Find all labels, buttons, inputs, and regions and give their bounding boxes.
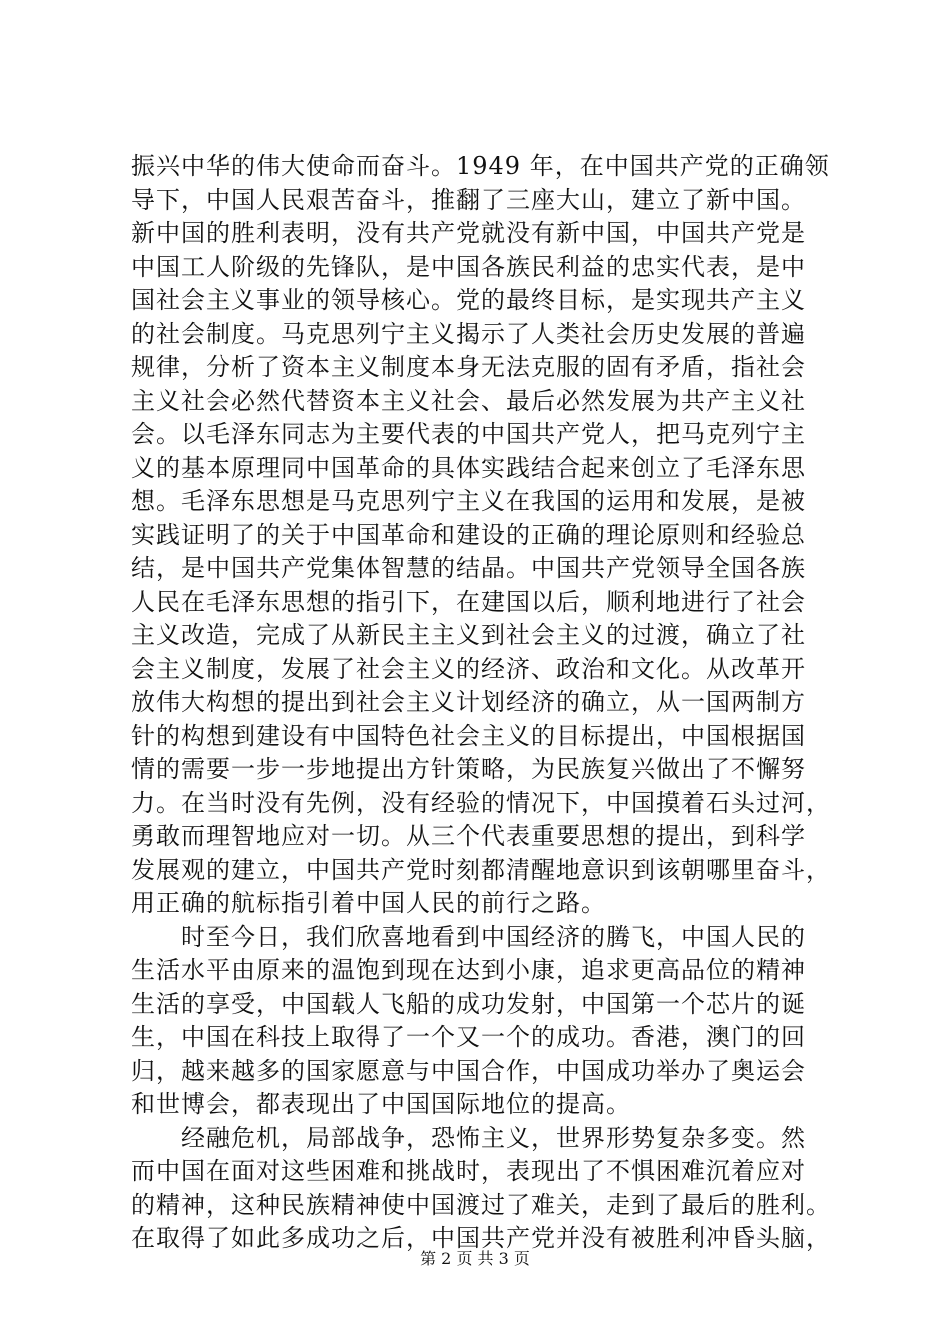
text-line: 在取得了如此多成功之后，中国共产党并没有被胜利冲昏头脑，: [131, 1224, 831, 1252]
text-line: 勇敢而理智地应对一切。从三个代表重要思想的提出，到科学: [131, 822, 806, 850]
text-line: 想。毛泽东思想是马克思列宁主义在我国的运用和发展，是被: [131, 487, 806, 515]
text-line: 情的需要一步一步地提出方针策略，为民族复兴做出了不懈努: [131, 755, 806, 783]
text-line: 归，越来越多的国家愿意与中国合作，中国成功举办了奥运会: [131, 1056, 806, 1085]
text-line: 振兴中华的伟大使命而奋斗。1949 年，在中国共产党的正确领: [131, 152, 830, 180]
text-line: 生，中国在科技上取得了一个又一个的成功。香港，澳门的回: [131, 1023, 806, 1051]
text-line: 新中国的胜利表明，没有共产党就没有新中国，中国共产党是: [131, 219, 806, 247]
text-line: 和世博会，都表现出了中国国际地位的提高。: [131, 1090, 631, 1118]
text-line: 的精神，这种民族精神使中国渡过了难关，走到了最后的胜利。: [131, 1190, 831, 1219]
text-line: 中国工人阶级的先锋队，是中国各族民利益的忠实代表，是中: [131, 252, 806, 281]
text-line: 主义社会必然代替资本主义社会、最后必然发展为共产主义社: [131, 386, 806, 415]
body-text: [131, 150, 836, 1256]
text-line: 生活的享受，中国载人飞船的成功发射，中国第一个芯片的诞: [131, 989, 806, 1018]
text-line: 国社会主义事业的领导核心。党的最终目标，是实现共产主义: [131, 286, 806, 314]
text-line: 规律，分析了资本主义制度本身无法克服的固有矛盾，指社会: [131, 353, 806, 381]
text-line: 导下，中国人民艰苦奋斗，推翻了三座大山，建立了新中国。: [131, 185, 806, 214]
text-line: 用正确的航标指引着中国人民的前行之路。: [131, 889, 606, 917]
text-line: 义的基本原理同中国革命的具体实践结合起来创立了毛泽东思: [131, 453, 806, 482]
text-line: 放伟大构想的提出到社会主义计划经济的确立，从一国两制方: [131, 688, 806, 716]
text-line: 针的构想到建设有中国特色社会主义的目标提出，中国根据国: [131, 721, 806, 750]
text-line: 发展观的建立，中国共产党时刻都清醒地意识到该朝哪里奋斗，: [131, 855, 831, 884]
page-footer: 第 2 页 共 3 页: [420, 1249, 530, 1268]
text-line: 力。在当时没有先例，没有经验的情况下，中国摸着石头过河，: [131, 788, 831, 817]
text-line: 生活水平由原来的温饱到现在达到小康，追求更高品位的精神: [131, 956, 806, 984]
text-line: 实践证明了的关于中国革命和建设的正确的理论原则和经验总: [131, 520, 806, 549]
text-line: 会主义制度，发展了社会主义的经济、政治和文化。从改革开: [131, 654, 806, 683]
text-line: 结，是中国共产党集体智慧的结晶。中国共产党领导全国各族: [131, 554, 806, 582]
text-line: 主义改造，完成了从新民主主义到社会主义的过渡，确立了社: [131, 621, 806, 649]
text-line: 会。以毛泽东同志为主要代表的中国共产党人，把马克列宁主: [131, 420, 806, 448]
text-line: 时至今日，我们欣喜地看到中国经济的腾飞，中国人民的: [131, 922, 806, 951]
text-line: 人民在毛泽东思想的指引下，在建国以后，顺利地进行了社会: [131, 587, 806, 616]
text-line: 经融危机，局部战争，恐怖主义，世界形势复杂多变。然: [131, 1123, 806, 1152]
text-line: 的社会制度。马克思列宁主义揭示了人类社会历史发展的普遍: [131, 319, 806, 348]
text-line: 而中国在面对这些困难和挑战时，表现出了不惧困难沉着应对: [131, 1157, 806, 1185]
